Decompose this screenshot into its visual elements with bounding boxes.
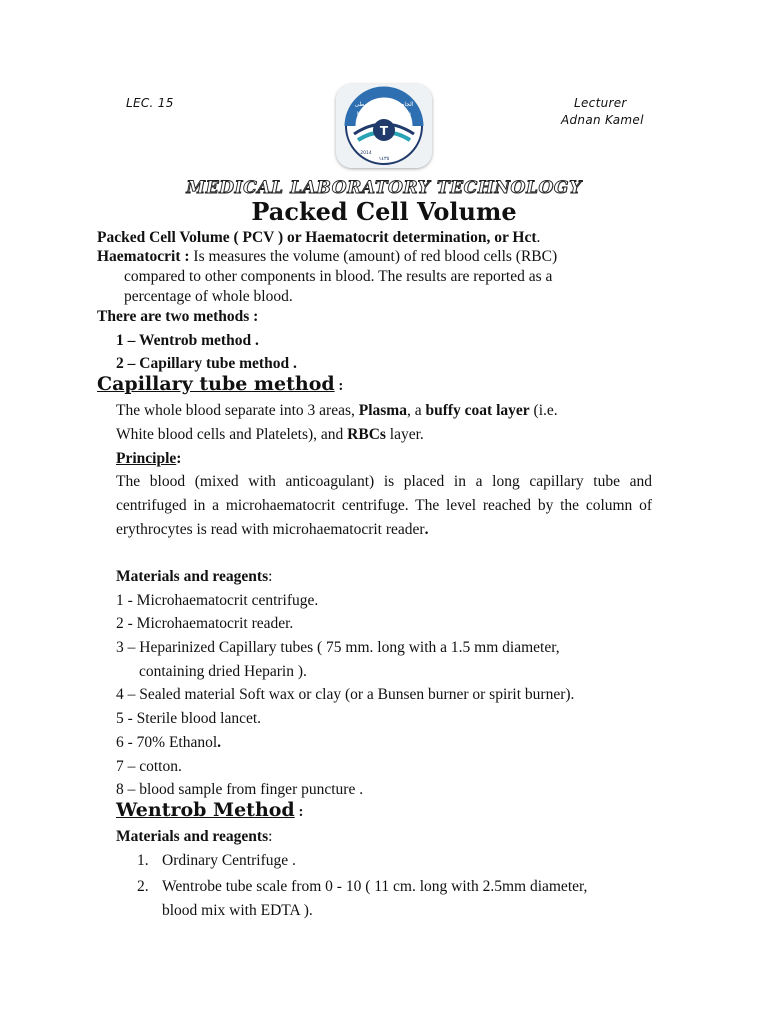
capillary-materials-heading: Materials and reagents: (116, 568, 273, 585)
logo-english-text: Middle Technical University (356, 111, 412, 116)
capillary-material-item: 8 – blood sample from finger puncture . (116, 781, 364, 798)
haematocrit-line: Haematocrit : Is measures the volume (amount) of red blood cells (RBC) (97, 248, 558, 265)
logo-year-arabic: ١٤٣٥ (378, 156, 390, 162)
principle-label: Principle (116, 450, 177, 467)
wentrob-item-2: 2. Wentrobe tube scale from 0 - 10 ( 11 cm. long with 2.5mm diameter, (137, 878, 588, 895)
lecture-number: LEC. 15 (126, 96, 174, 110)
capillary-layers-line-2: White blood cells and Platelets), and RBCs layer. (116, 426, 424, 443)
method-item-2: 2 – Capillary tube method . (116, 355, 297, 372)
wentrob-materials-heading: Materials and reagents: (116, 828, 273, 845)
wentrob-item-1: 1. Ordinary Centrifuge . (137, 852, 296, 869)
department-header: MEDICAL LABORATORY TECHNOLOGY (186, 178, 582, 198)
capillary-material-item: 6 - 70% Ethanol. (116, 734, 222, 751)
capillary-material-item: 1 - Microhaematocrit centrifuge. (116, 592, 319, 609)
university-logo (336, 84, 432, 168)
capillary-material-item-cont: containing dried Heparin ). (139, 663, 307, 680)
svg-text:T: T (379, 124, 389, 138)
capillary-material-item: 3 – Heparinized Capillary tubes ( 75 mm. long with a 1.5 mm diameter, (116, 639, 560, 656)
page-title: Packed Cell Volume (251, 197, 517, 226)
principle-heading: Principle: (116, 450, 182, 467)
wentrob-title: Wentrob Method (116, 799, 295, 821)
intro-line-1: Packed Cell Volume ( PCV ) or Haematocrit determination, or Hct. (97, 229, 541, 246)
logo-year: 2014 (360, 151, 372, 156)
principle-paragraph: The blood (mixed with anticoagulant) is placed in a long capillary tube and centrifuged in a microhaematocrit centrifuge. The level reached by the column of erythrocytes is read with microhaematocrit reader. (116, 473, 652, 538)
capillary-title: Capillary tube method (97, 373, 335, 395)
capillary-layers-line-1: The whole blood separate into 3 areas, Plasma, a buffy coat layer (i.e. (116, 402, 558, 419)
capillary-material-item: 5 - Sterile blood lancet. (116, 710, 262, 727)
lecturer-role: Lecturer (574, 96, 627, 110)
wentrob-section-heading: Wentrob Method : (116, 799, 304, 821)
methods-heading: There are two methods : (97, 308, 259, 325)
capillary-material-item: 4 – Sealed material Soft wax or clay (or a Bunsen burner or spirit burner). (116, 686, 575, 703)
haematocrit-def-2: compared to other components in blood. The results are reported as a (124, 268, 553, 285)
haematocrit-def-3: percentage of whole blood. (124, 288, 293, 305)
haematocrit-term: Haematocrit : (97, 248, 190, 265)
intro-pcv-definition: Packed Cell Volume ( PCV ) or Haematocrit determination, or Hct (97, 229, 537, 246)
lecturer-name: Adnan Kamel (561, 113, 644, 127)
capillary-material-item: 7 – cotton. (116, 758, 182, 775)
method-item-1: 1 – Wentrob method . (116, 332, 259, 349)
university-seal-icon (336, 84, 432, 168)
capillary-section-heading: Capillary tube method : (97, 373, 344, 395)
logo-arabic-text: الجامعة التقنية الوسطى (354, 101, 414, 108)
capillary-material-item: 2 - Microhaematocrit reader. (116, 615, 294, 632)
wentrob-item-2-cont: blood mix with EDTA ). (162, 902, 313, 919)
